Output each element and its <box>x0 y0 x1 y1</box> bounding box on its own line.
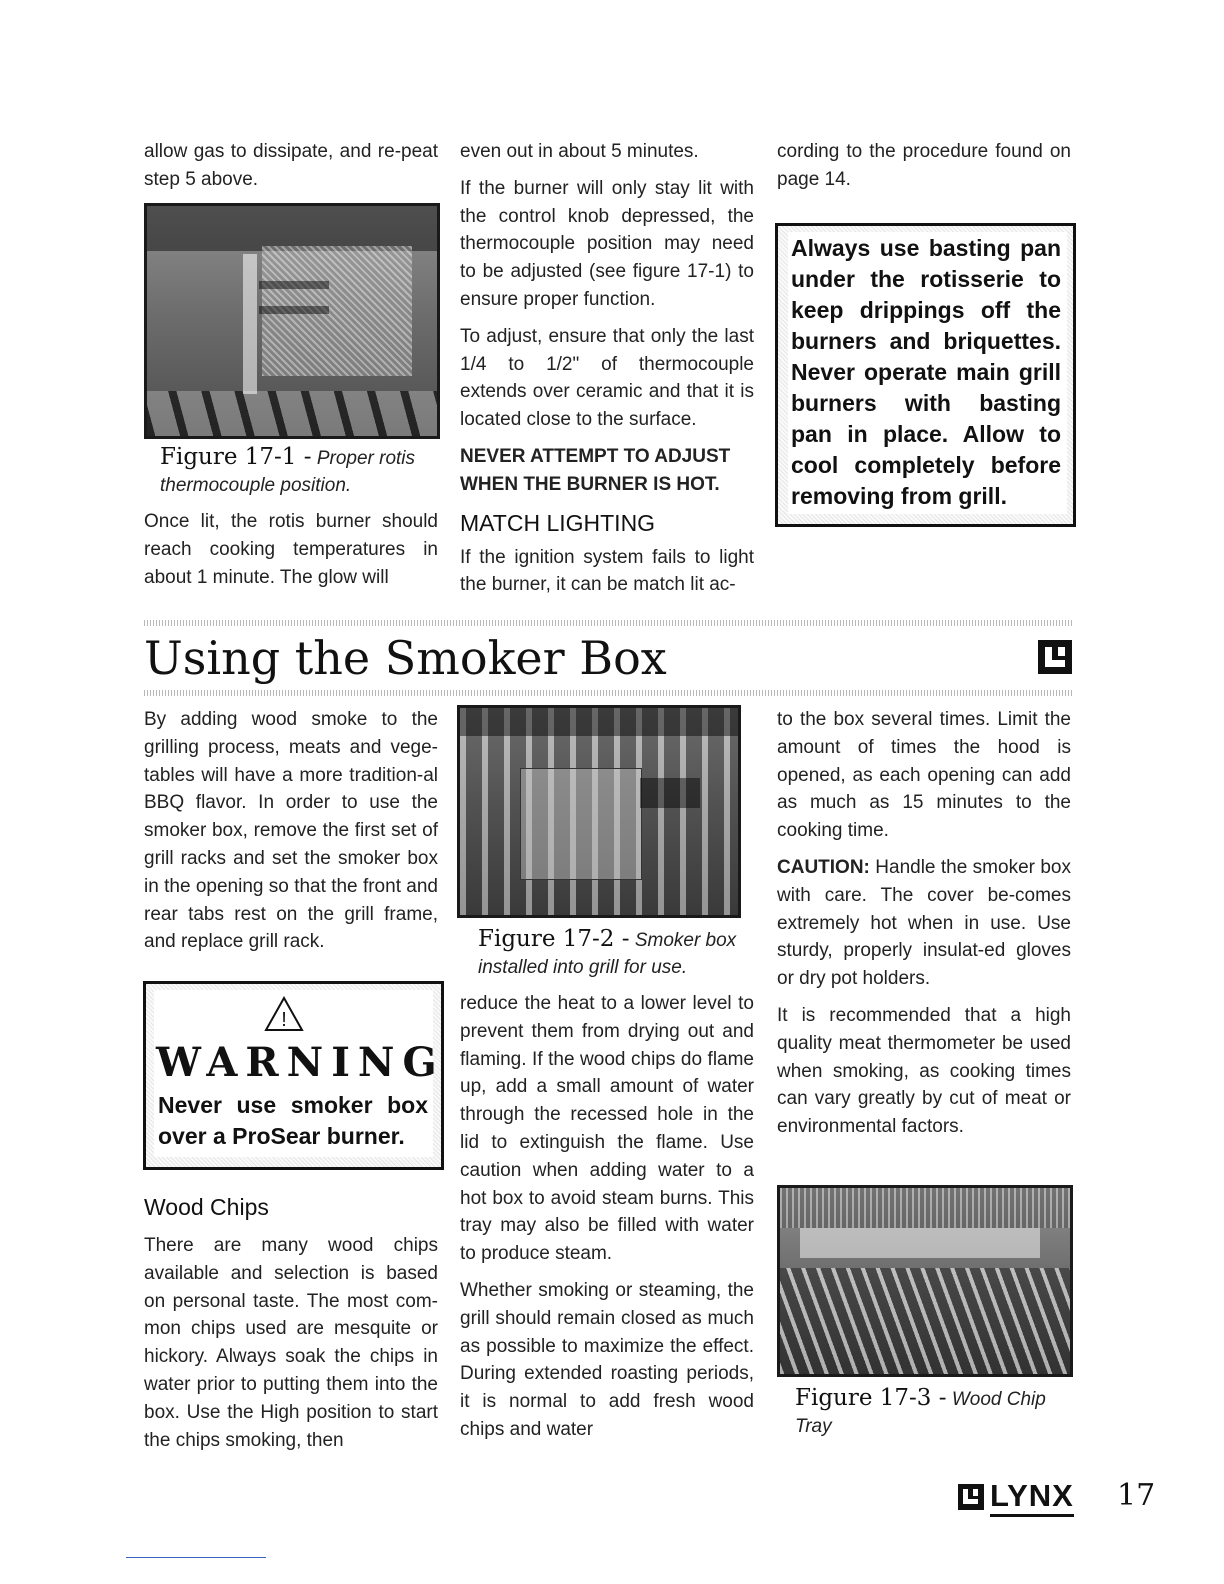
footer-brand: LYNX <box>990 1478 1074 1517</box>
match-lighting-heading: MATCH LIGHTING <box>460 509 656 536</box>
caution-label: CAUTION: <box>777 856 870 878</box>
warning-triangle-icon <box>264 996 304 1032</box>
bottom-col3-text <box>777 706 1071 1150</box>
section-title: Using the Smoker Box <box>144 631 667 685</box>
section-rule-bottom <box>144 690 1072 696</box>
top-col2-warning: NEVER ATTEMPT TO ADJUST WHEN THE BURNER IS HOT. <box>460 445 731 495</box>
bottom-col3-p1: to the box several times. Limit the amount of times the hood is opened, as each opening can add as much as 15 minutes to the cooking time. <box>777 709 1071 842</box>
top-col3 <box>777 138 1071 203</box>
top-col2-p3: To adjust, ensure that only the last 1/4 to 1/2" of thermocouple extends over ceramic and that it is located close to the surface. <box>460 325 754 431</box>
figure-17-2-photo <box>457 705 741 918</box>
footnote-rule <box>126 1557 266 1558</box>
top-col3-p1: cording to the procedure found on page 14. <box>777 141 1071 190</box>
top-col1-after <box>144 508 438 600</box>
figure-17-1-label: Figure 17-1 - <box>160 444 312 470</box>
bottom-col3-p2: It is recommended that a high quality meat thermometer be used when smoking, as cooking times can vary greatly by cut of meat or environmental factors. <box>777 1004 1071 1138</box>
figure-17-3-label: Figure 17-3 - <box>795 1385 947 1411</box>
top-col2-p4: If the ignition system fails to light the burner, it can be match lit ac- <box>460 546 754 596</box>
top-col1-intro <box>144 138 438 203</box>
footer-lynx-icon <box>958 1484 984 1510</box>
top-col1-intro-text: allow gas to dissipate, and re-peat step 5 above. <box>144 141 438 190</box>
warning-exclamation: ! <box>281 1009 287 1031</box>
bottom-col2-p2: Whether smoking or steaming, the grill should remain closed as much as possible to maximize the effect. During extended roasting periods, it is normal to add fresh wood chips and water <box>460 1279 754 1440</box>
warning-title: WARNING <box>156 1039 445 1086</box>
lynx-logo-icon <box>1038 640 1072 674</box>
figure-17-2-caption <box>478 926 748 981</box>
basting-pan-callout <box>775 223 1076 527</box>
caution-paragraph <box>777 854 1071 993</box>
top-col2 <box>460 138 754 608</box>
figure-17-1-text: Proper rotis thermocouple position. <box>160 448 416 496</box>
caution-text: Handle the smoker box with care. The cover be-comes extremely hot when in use. Use sturdy, properly insulat-ed gloves or dry pot holders. <box>777 856 1071 990</box>
figure-17-1-photo <box>144 203 440 439</box>
bottom-col1-chips <box>144 1232 438 1463</box>
bottom-col1-p2: There are many wood chips available and selection is based on personal taste. The most com-mon chips used are mesquite or hickory. Always soak the chips in water prior to putting them into the box. Use the High position to start the chips smoking, then <box>144 1235 438 1451</box>
figure-17-1-caption <box>160 444 440 499</box>
wood-chips-heading: Wood Chips <box>144 1194 269 1220</box>
basting-pan-callout-text: Always use basting pan under the rotisserie to keep drippings off the burners and briquettes. Never operate main grill burners with basting pan in place. Allow to cool completely before removing from grill. <box>791 235 1061 509</box>
bottom-col1-intro <box>144 706 438 965</box>
top-col2-p1: even out in about 5 minutes. <box>460 141 699 162</box>
bottom-col2-text <box>460 990 754 1453</box>
warning-text: Never use smoker box over a ProSear burner. <box>158 1092 428 1149</box>
bottom-col2-p1: reduce the heat to a lower level to prevent them from drying out and flaming. If the wood chips do flame up, add a small amount of water through the recessed hole in the lid to extinguish the flame. Use caution when adding water to a hot box to avoid steam burns. This tray may also be filled with water to produce steam. <box>460 993 754 1265</box>
prosear-warning-box <box>143 981 444 1170</box>
top-col2-p2: If the burner will only stay lit with the control knob depressed, the thermocouple position may need to be adjusted (see figure 17-1) to ensure proper function. <box>460 177 754 310</box>
top-col1-after-text: Once lit, the rotis burner should reach cooking temperatures in about 1 minute. The glow will <box>144 511 438 588</box>
page-number: 17 <box>1117 1478 1156 1513</box>
bottom-col1-p1: By adding wood smoke to the grilling process, meats and vege-tables will have a more tradition-al BBQ flavor. In order to use the smoker box, remove the first set of grill racks and set the smoker box in the opening so that the front and rear tabs rest on the grill frame, and replace grill rack. <box>144 709 438 953</box>
section-rule-top <box>144 620 1072 626</box>
figure-17-3-caption <box>795 1385 1055 1440</box>
figure-17-2-label: Figure 17-2 - <box>478 926 630 952</box>
figure-17-3-photo <box>777 1185 1073 1377</box>
figure-17-2-text: Smoker box installed into grill for use. <box>478 930 737 978</box>
figure-17-3-text: Wood Chip Tray <box>795 1389 1046 1437</box>
